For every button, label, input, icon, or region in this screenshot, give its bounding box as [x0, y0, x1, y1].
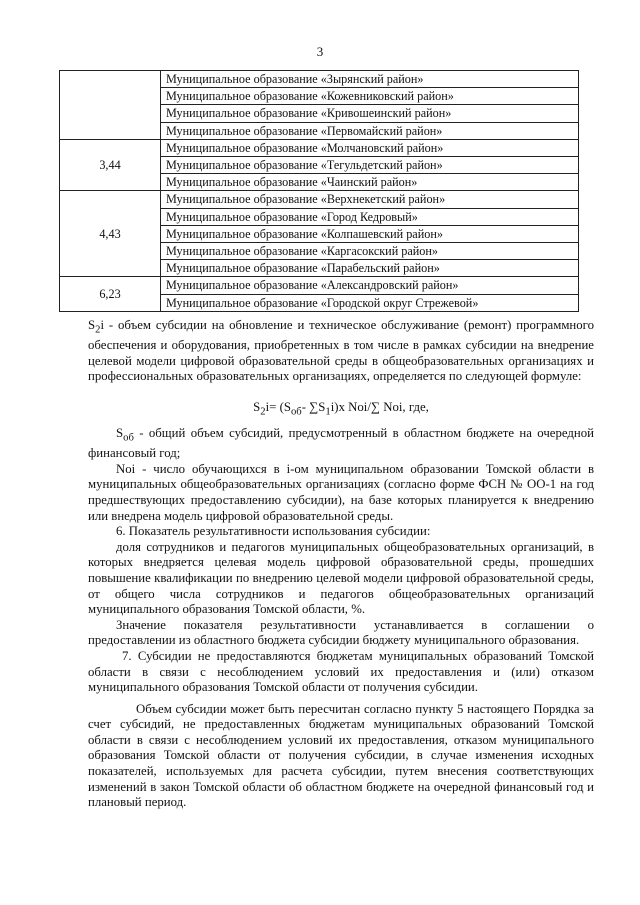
- paragraph-sob-definition: [88, 426, 594, 462]
- paragraph-recalculation: Объем субсидии может быть пересчитан согласно пункту 5 настоящего Порядка за счет субсидий, не предоставленных бюджетам муниципальных образований Томской области в связи с несоблюдением условий их предоставления, отказом муниципального образования Томской области от получения субсидии, в случае изменения исходных показателей, используемых для расчета субсидии, путем внесения соответствующих изменений в закон Томской области об областном бюджете на очередной финансовый год и плановый период.: [88, 701, 594, 810]
- symbol-subscript: 2: [95, 324, 101, 336]
- municipality-cell: Муниципальное образование «Зырянский район»: [161, 71, 579, 88]
- coefficient-cell: 6,23: [60, 277, 161, 311]
- document-body: [88, 318, 594, 811]
- municipality-cell: Муниципальное образование «Чаинский район»: [161, 174, 579, 191]
- page-number: 3: [316, 44, 324, 59]
- coefficient-table: [59, 70, 579, 312]
- table-row: [60, 277, 579, 294]
- formula-subscript: 1: [325, 406, 331, 418]
- municipality-cell: Муниципальное образование «Александровский район»: [161, 277, 579, 294]
- paragraph-text: i - объем субсидии на обновление и техническое обслуживание (ремонт) программного обеспечения и оборудования, приобретенных в том числе в рамках субсидии на внедрение целевой модели цифровой образовательной среды в общеобразовательных организациях и профессиональных образовательных организациях, определяется по следующей формуле:: [88, 318, 594, 384]
- municipality-cell: Муниципальное образование «Тегульдетский район»: [161, 157, 579, 174]
- municipality-cell: Муниципальное образование «Колпашевский район»: [161, 225, 579, 242]
- paragraph-indicator-value: Значение показателя результативности устанавливается в соглашении о предоставлении из областного бюджета субсидии бюджету муниципального образования.: [88, 617, 594, 648]
- table-row: [60, 71, 579, 88]
- municipality-cell: Муниципальное образование «Кожевниковский район»: [161, 88, 579, 105]
- municipality-cell: Муниципальное образование «Молчановский район»: [161, 139, 579, 156]
- formula-part: S: [253, 399, 261, 414]
- paragraph-text: - общий объем субсидий, предусмотренный в областном бюджете на очередной финансовый год;: [88, 426, 594, 461]
- table-row: [60, 191, 579, 208]
- table-row: [60, 139, 579, 156]
- municipality-cell: Муниципальное образование «Верхнекетский район»: [161, 191, 579, 208]
- formula-subscript: об: [290, 406, 302, 418]
- coefficient-cell: 3,44: [60, 139, 161, 191]
- symbol-subscript: об: [123, 432, 134, 444]
- symbol-s: S: [88, 318, 96, 332]
- formula-subscript: 2: [260, 406, 266, 418]
- paragraph-noi-definition: Noi - число обучающихся в i-ом муниципальном образовании Томской области в муниципальных общеобразовательных организациях (согласно форме ФСН № ОО-1 на год предшествующих предоставлению субсидии), на базе которых планируется к внедрению или внедрена модель цифровой образовательной среды.: [88, 461, 594, 523]
- formula: [88, 400, 594, 420]
- coefficient-cell: [60, 71, 161, 140]
- formula-part: i)x Noi/∑ Noi, где,: [330, 399, 429, 414]
- paragraph-section-6: 6. Показатель результативности использования субсидии:: [116, 524, 431, 539]
- paragraph-indicator-share: доля сотрудников и педагогов муниципальных общеобразовательных организаций, в которых внедряется целевая модель цифровой образовательной среды, прошедших повышение квалификации по внедрению целевой модели цифровой образовательной среды, от общего числа сотрудников и педагогов общеобразовательных организаций муниципального образования Томской области, %.: [88, 539, 594, 617]
- symbol-s: S: [116, 426, 124, 441]
- municipality-cell: Муниципальное образование «Город Кедровый»: [161, 208, 579, 225]
- municipality-cell: Муниципальное образование «Кривошеинский район»: [161, 105, 579, 122]
- coefficient-table-body: [60, 71, 579, 312]
- paragraph-section-7: 7. Субсидии не предоставляются бюджетам муниципальных образований Томской области в связи с несоблюдением условий их предоставления и (или) отказом муниципального образования Томской области от получения субсидии.: [88, 648, 594, 695]
- coefficient-cell: 4,43: [60, 191, 161, 277]
- municipality-cell: Муниципальное образование «Парабельский район»: [161, 260, 579, 277]
- municipality-cell: Муниципальное образование «Каргасокский район»: [161, 243, 579, 260]
- municipality-cell: Муниципальное образование «Городской округ Стрежевой»: [161, 294, 579, 311]
- formula-part: - ∑S: [301, 399, 326, 414]
- paragraph-s2i-definition: [88, 318, 594, 385]
- municipality-cell: Муниципальное образование «Первомайский район»: [161, 122, 579, 139]
- formula-part: i= (S: [265, 399, 291, 414]
